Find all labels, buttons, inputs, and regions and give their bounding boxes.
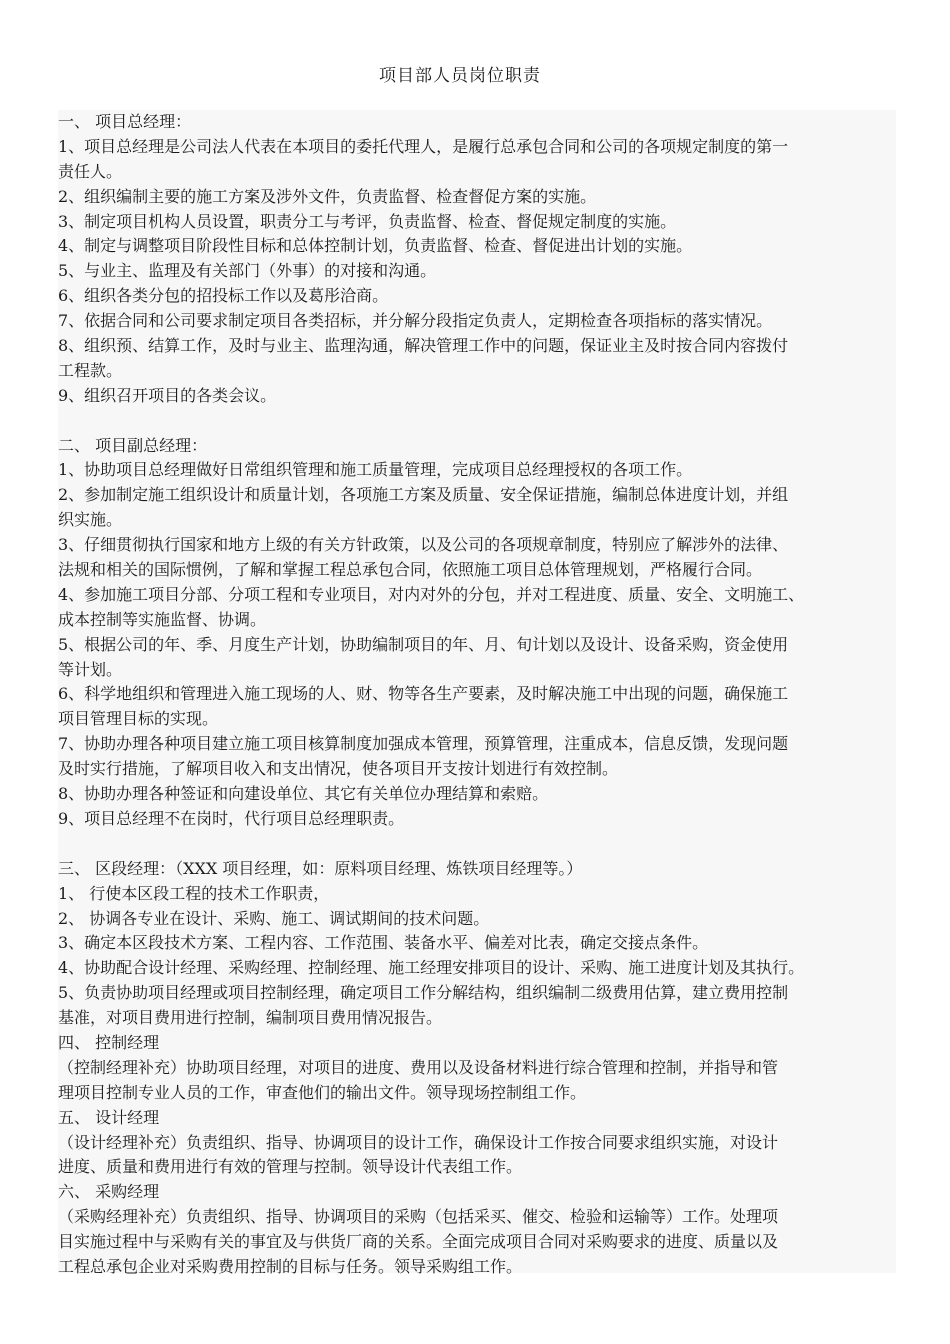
section-line: 目实施过程中与采购有关的事宜及与供货厂商的关系。全面完成项目合同对采购要求的进度、质量以及 [58,1232,779,1252]
section-line: 5、负责协助项目经理或项目控制经理，确定项目工作分解结构，组织编制二级费用估算，建立费用控制 [58,983,789,1003]
section-heading: 四、 控制经理 [58,1032,160,1052]
section-line: 成本控制等实施监督、协调。 [58,609,267,629]
section-line: 4、参加施工项目分部、分项工程和专业项目，对内对外的分包，并对工程进度、质量、安全、文明施工、 [58,584,805,604]
section-line: （控制经理补充）协助项目经理，对项目的进度、费用以及设备材料进行综合管理和控制，并指导和管 [58,1057,779,1077]
section-line: 法规和相关的国际惯例，了解和掌握工程总承包合同，依照施工项目总体管理规划，严格履行合同。 [58,560,763,580]
section-line: 2、组织编制主要的施工方案及涉外文件，负责监督、检查督促方案的实施。 [58,186,597,206]
section-heading: 三、 区段经理：（XXX 项目经理，如：原料项目经理、炼铁项目经理等。） [58,858,583,878]
section-line: 8、协助办理各种签证和向建设单位、其它有关单位办理结算和索赔。 [58,784,549,804]
section-line: 2、参加制定施工组织设计和质量计划，各项施工方案及质量、安全保证措施，编制总体进度计划，并组 [58,485,789,505]
section-line: 2、 协调各专业在设计、采购、施工、调试期间的技术问题。 [58,908,490,928]
document-body [58,110,896,1276]
section-line: 7、依据合同和公司要求制定项目各类招标，并分解分段指定负责人，定期检查各项指标的落实情况。 [58,311,773,331]
section-line: 6、科学地组织和管理进入施工现场的人、财、物等各生产要素，及时解决施工中出现的问题，确保施工 [58,684,789,704]
blank-line [58,409,896,434]
section-line: 等计划。 [58,659,123,679]
section-heading: 二、 项目副总经理： [58,435,208,455]
section-line: 3、制定项目机构人员设置，职责分工与考评，负责监督、检查、督促规定制度的实施。 [58,211,677,231]
section-line: 6、组织各类分包的招投标工作以及葛彤洽商。 [58,286,389,306]
section-line: 责任人。 [58,161,123,181]
section-heading: 六、 采购经理 [58,1182,160,1202]
section-line: 8、组织预、结算工作，及时与业主、监理沟通，解决管理工作中的问题，保证业主及时按合同内容拨付 [58,336,789,356]
section-line: 5、根据公司的年、季、月度生产计划，协助编制项目的年、月、旬计划以及设计、设备采购，资金使用 [58,634,789,654]
section-line: 7、协助办理各种项目建立施工项目核算制度加强成本管理，预算管理，注重成本，信息反馈，发现问题 [58,734,789,754]
section-line: 理项目控制专业人员的工作，审查他们的输出文件。领导现场控制组工作。 [58,1082,587,1102]
section-line: 3、确定本区段技术方案、工程内容、工作范围、装备水平、偏差对比表，确定交接点条件。 [58,933,709,953]
section-line: 5、与业主、监理及有关部门（外事）的对接和沟通。 [58,261,437,281]
section-line: 1、 行使本区段工程的技术工作职责， [58,883,330,903]
section-line: （设计经理补充）负责组织、指导、协调项目的设计工作，确保设计工作按合同要求组织实施，对设计 [58,1132,779,1152]
section-heading: 一、 项目总经理： [58,112,192,131]
section-line: 进度、质量和费用进行有效的管理与控制。领导设计代表组工作。 [58,1157,523,1177]
section-line: 3、仔细贯彻执行国家和地方上级的有关方针政策，以及公司的各项规章制度，特别应了解涉外的法律、 [58,535,789,555]
section-line: 4、协助配合设计经理、采购经理、控制经理、施工经理安排项目的设计、采购、施工进度计划及其执行。 [58,958,805,978]
section-line: 9、组织召开项目的各类会议。 [58,385,277,405]
section-line: 项目管理目标的实现。 [58,709,219,729]
section-line: （采购经理补充）负责组织、指导、协调项目的采购（包括采买、催交、检验和运输等）工作。处理项 [58,1207,779,1227]
section-line: 9、项目总经理不在岗时，代行项目总经理职责。 [58,808,405,828]
section-line: 基准，对项目费用进行控制，编制项目费用情况报告。 [58,1008,443,1028]
section-line: 4、制定与调整项目阶段性目标和总体控制计划，负责监督、检查、督促进出计划的实施。 [58,236,693,256]
section-line: 工程总承包企业对采购费用控制的目标与任务。领导采购组工作。 [58,1256,523,1276]
section-line: 及时实行措施，了解项目收入和支出情况，使各项目开支按计划进行有效控制。 [58,759,619,779]
section-line: 1、项目总经理是公司法人代表在本项目的委托代理人，是履行总承包合同和公司的各项规定制度的第一 [58,136,789,156]
section-heading: 五、 设计经理 [58,1107,160,1127]
document-title: 项目部人员岗位职责 [379,66,541,86]
section-line: 1、协助项目总经理做好日常组织管理和施工质量管理，完成项目总经理授权的各项工作。 [58,460,693,480]
blank-line [58,832,896,857]
section-line: 织实施。 [58,510,123,530]
section-line: 工程款。 [58,360,123,380]
